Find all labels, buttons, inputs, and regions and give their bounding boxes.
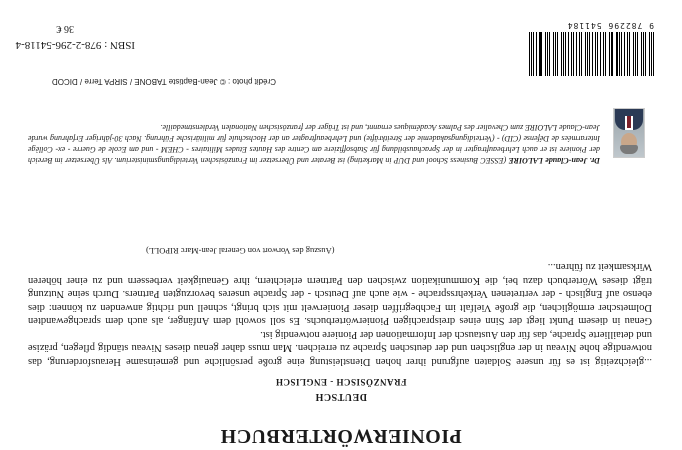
book-subtitle-language: DEUTSCH — [315, 391, 367, 402]
barcode-bars — [526, 32, 654, 76]
book-title: PIONIERWÖRTERBUCH — [220, 425, 462, 447]
foreword-paragraph-1: ...gleichzeitig ist es für unsere Soldaten aufgrund ihrer hohen Dienstleistung eine große persönliche und gemeinsame Herausforderung, das notwendige hohe Niveau in der englischen und der deutschen Sprache zu erreichen. Man muss daher genau dieses Niveau ständig pflegen, präzise und detaillierte Sprache, das für den Austausch der Informationen der Pioniere notwendig ist. — [28, 329, 652, 367]
barcode-number: 9 782296 541184 — [566, 21, 654, 30]
barcode — [526, 21, 654, 76]
foreword-attribution: (Auszug des Vorwort von General Jean-Marc RIPOLL) — [146, 246, 335, 256]
isbn: ISBN : 978-2-296-54118-4 — [15, 39, 135, 51]
author-bio-text: (ESSEC Business School und DUP in Marketing) ist Berater und Übersetzer im Französischen Verteidigungsministerium. Als Übersetzer im Bereich der Pioniere ist er auch Lehrbeauftragter in der Sprachausbildung für Stabsoffiziere am Centre des Hautes Etudes Militaires - CHEM - und am Ecole de Guerre - ex- Collège Interarmées de Défense (CID) - (Verteidigungsakademie der Streitkräfte) und Lehrbeauftragter an der Hochschule für militärische Führung. Nach 30-jähriger Erfahrung wurde Jean-Claude LALOIRE zum Chevalier des Palmes Académiques ernannt, und ist Träger der französischen Nationalen Verdienstmedaille. — [27, 123, 600, 165]
foreword-excerpt — [28, 244, 652, 369]
book-subtitle-languages: FRANZÖSISCH - ENGLISCH — [275, 377, 407, 387]
foreword-paragraph-2: Genau in diesem Punkt liegt der Sinn eines dreisprachigen Pionierwörterbuchs. Es soll sowohl dem Anfänger, als auch dem sprachgewandten Dolmetscher ermöglichen, die große Vielfalt im Fachbegriffen dieser Pionierwelt mit sich bringt, schnell und richtig anwenden zu können: dies ebenso auf Englisch - der vertretenen Verkehrssprache - wie auch auf Deutsch - der Sprache unseres bevorzugten Partners. Durch seine Nutzung trägt dieses Wörterbuch dazu bei, die Kommunikation zwischen den Partnern erleichtern, ihre Genauigkeit verbessern und zu einer höheren Wirksamkeit zu führen... — [28, 261, 652, 327]
price: 36 € — [56, 23, 74, 34]
author-name: Dr. Jean-Claude LALOIRE — [508, 156, 600, 165]
photo-credit: Crédit photo : © Jean-Baptiste TABONE / SIRPA Terre / DICOD — [51, 77, 276, 86]
author-biography — [28, 122, 600, 166]
author-photo — [613, 108, 645, 158]
